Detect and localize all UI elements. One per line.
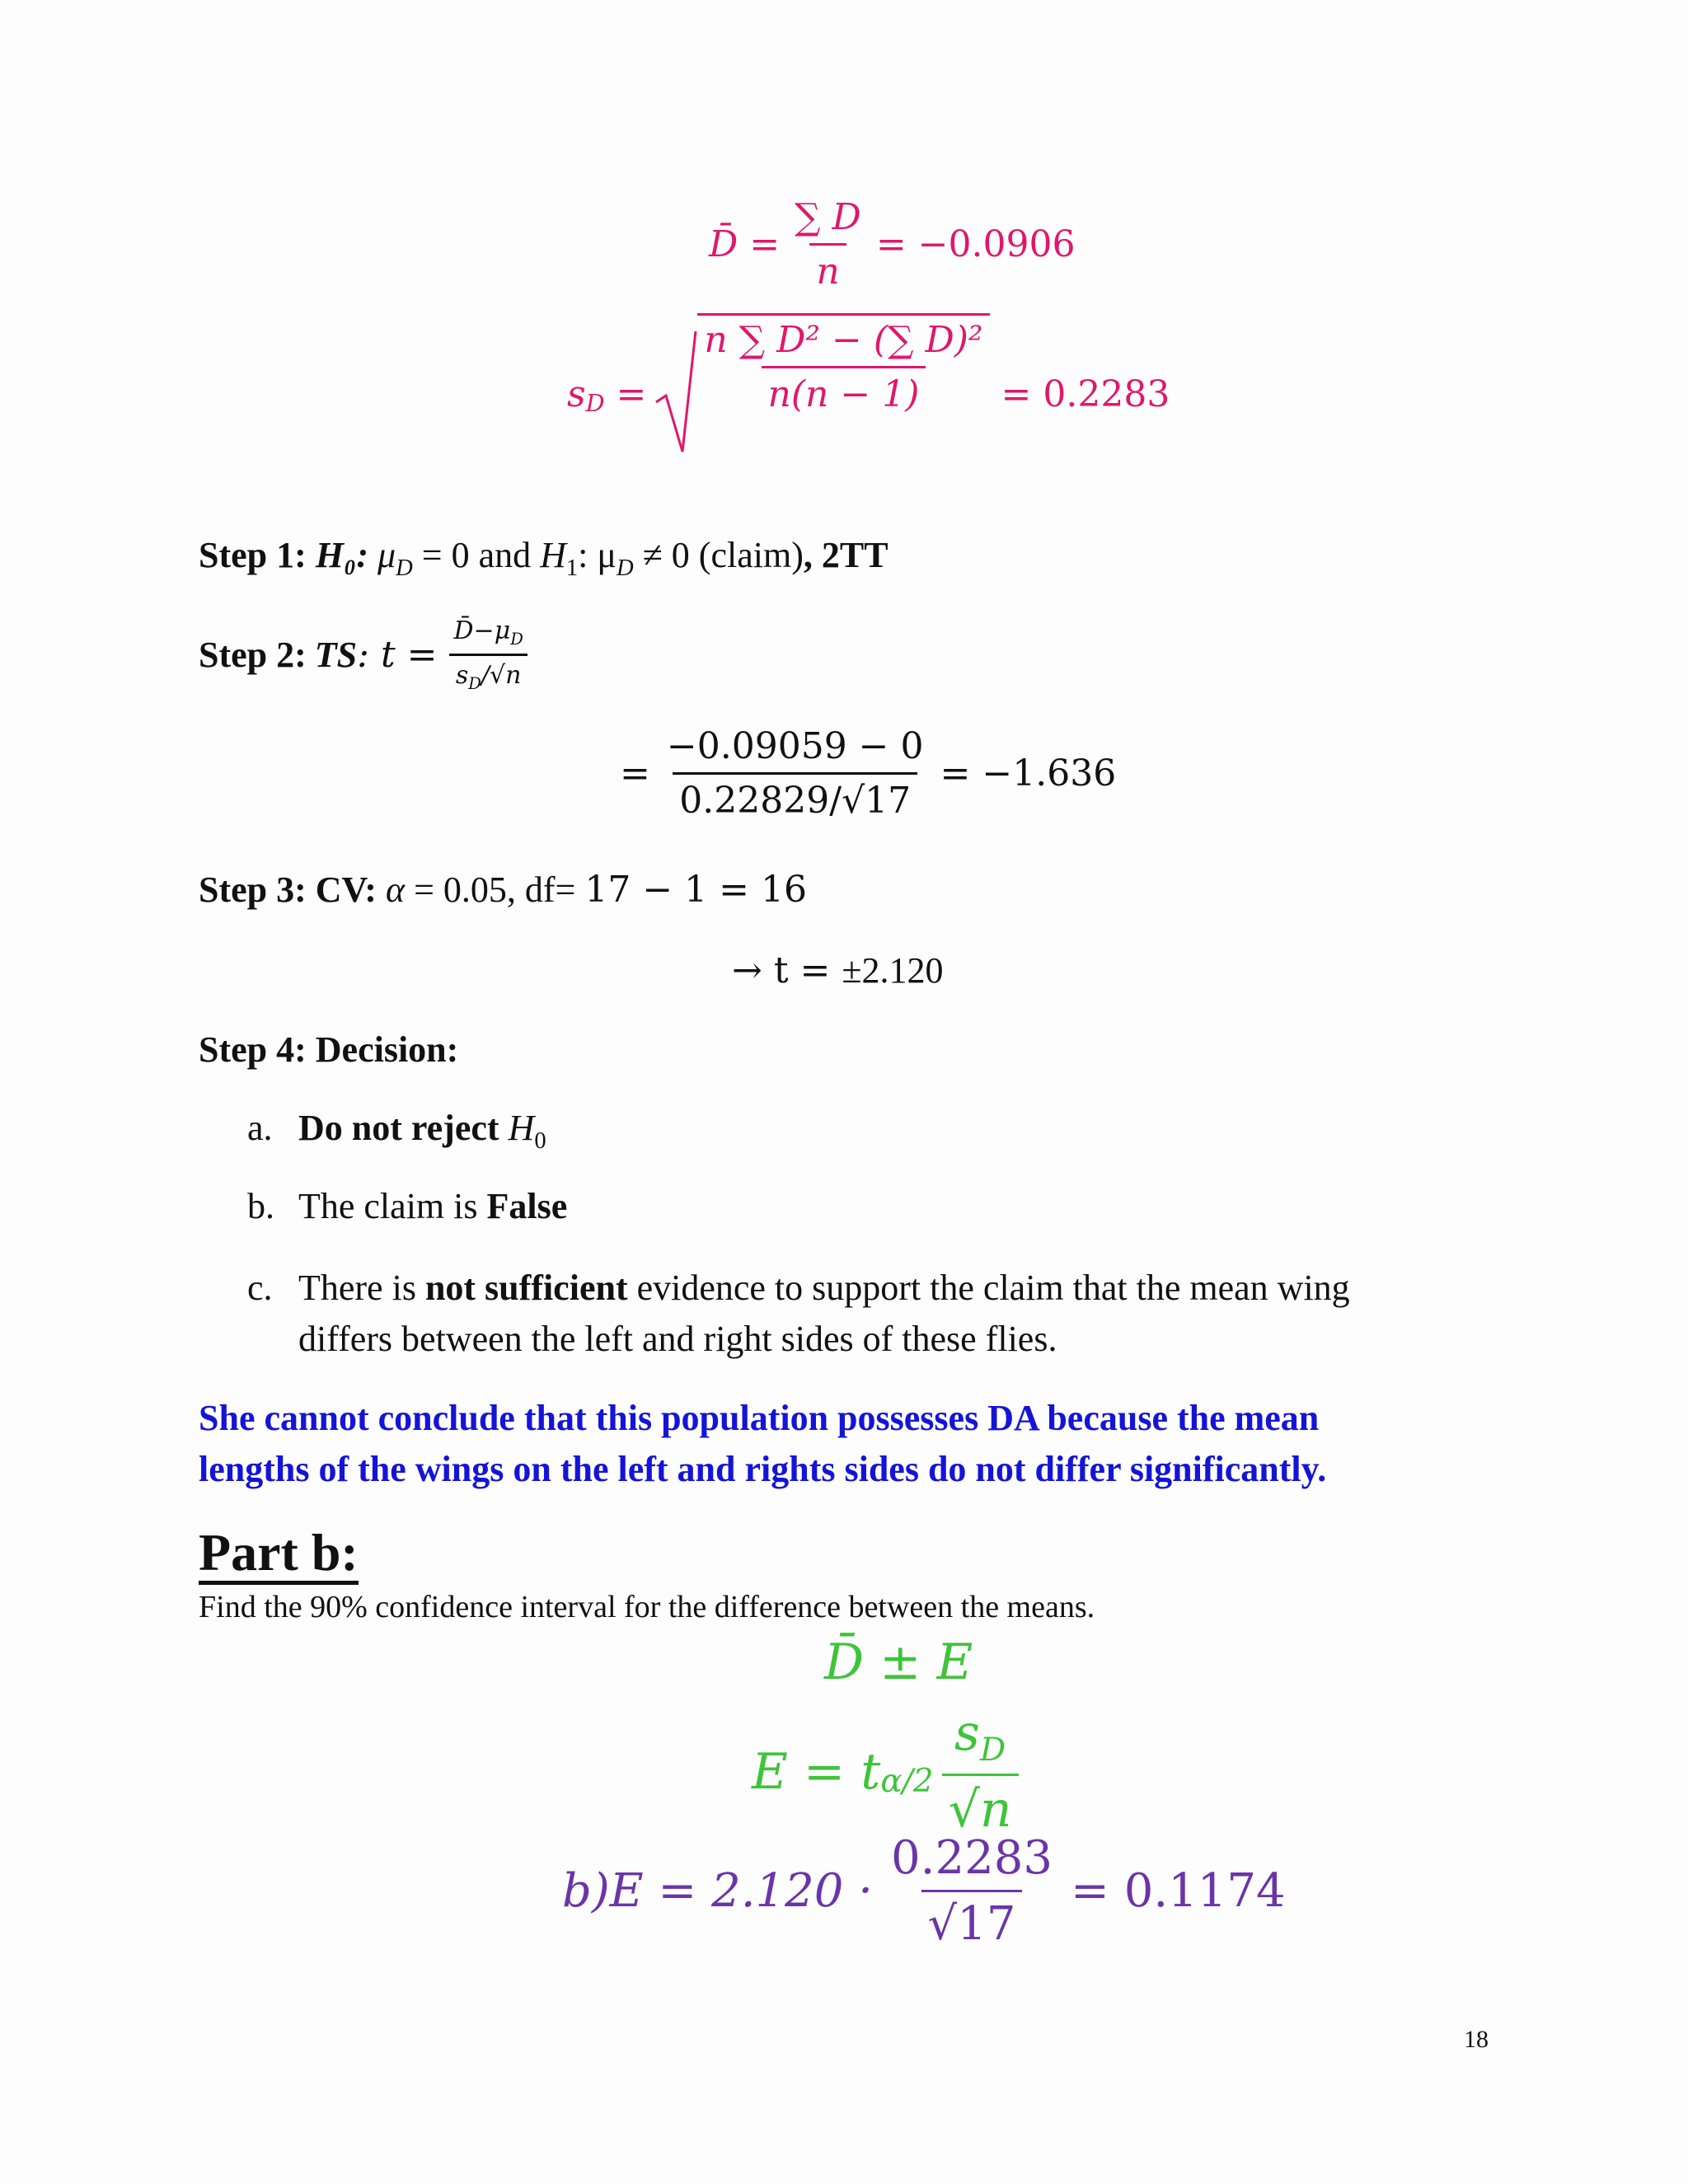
conclusion-line-1: She cannot conclude that this population possesses DA because the mean: [199, 1398, 1320, 1438]
conclusion: [199, 1393, 1326, 1495]
step-3-label: Step 3: CV:: [199, 869, 377, 910]
page-number: 18: [1464, 2026, 1489, 2053]
part-b-prompt: Find the 90% confidence interval for the difference between the means.: [199, 1590, 1095, 1624]
decision-b: b. The claim is False: [247, 1186, 568, 1226]
sd-lhs-s: s: [567, 373, 586, 415]
ts-calc-numerator: −0.09059 − 0: [666, 725, 924, 767]
step-4-label: Step 4: Decision:: [199, 1029, 459, 1070]
step-2-label: Step 2:: [199, 635, 307, 675]
sd-denominator: n(n − 1): [762, 366, 926, 415]
null-hypothesis-label: H₀:: [315, 535, 368, 575]
step-1-label: Step 1:: [199, 535, 307, 575]
sd-numerator: n ∑ D² − (∑ D)²: [704, 319, 983, 361]
critical-value: → t = ±2.120: [732, 949, 944, 991]
calc-result: = 0.1174: [1070, 1864, 1286, 1918]
ts-calc-result: = −1.636: [940, 752, 1117, 794]
sd-lhs-sub: D: [585, 389, 605, 417]
test-type: , 2TT: [803, 535, 889, 575]
dbar-formula: [709, 196, 1076, 293]
dbar-lhs: D̄ =: [709, 223, 781, 265]
critical-value-number: ±2.120: [842, 950, 944, 991]
alt-hypothesis-label: H: [540, 535, 566, 575]
sd-formula: [567, 319, 1170, 460]
ts-calc-denominator: 0.22829/√17: [673, 772, 917, 822]
confidence-interval-formula: D̄ ± E: [824, 1633, 973, 1691]
degrees-of-freedom: 17 − 1 = 16: [584, 869, 807, 911]
calc-numerator: 0.2283: [891, 1831, 1053, 1885]
dbar-result: = −0.0906: [875, 223, 1076, 265]
calc-denominator: √17: [921, 1890, 1023, 1951]
ts-denominator: s: [455, 661, 469, 690]
ts-numerator: D̄−μ: [453, 616, 511, 645]
dbar-denominator: n: [809, 243, 846, 293]
step-1: Step 1: H₀: $\mu_D = 0$ and $H_1$: $\mu_D \ne 0$ (claim), 2TT: [199, 535, 889, 581]
sd-result: = 0.2283: [1001, 373, 1170, 415]
decision-a: a. Do not reject $H_0$: [247, 1108, 546, 1154]
part-b-heading: Part b:: [199, 1525, 359, 1585]
conclusion-line-2: lengths of the wings on the left and rights sides do not differ significantly.: [199, 1449, 1327, 1489]
decision-c: c. There is not sufficient evidence to support the claim that the mean wing differs between the left and right sides of these flies.: [247, 1268, 1350, 1359]
dbar-numerator: ∑ D: [795, 196, 861, 238]
step-2: Step 2: TS : t = $\frac{D̄-\mu_D}{s_D/√n}$: [199, 616, 530, 693]
step-3: Step 3: CV: α = 0.05, df= 17 − 1 = 16: [199, 869, 807, 911]
radical-sign-icon: [654, 328, 697, 460]
ts-calculation: = $\frac{-0.09059 - 0}{0.22829/√17}$ = −1.636: [620, 725, 1117, 822]
margin-of-error-formula: E = t $_{\alpha/2}$ $\frac{s_D}{√n}$: [752, 1704, 1019, 1839]
test-statistic-label: TS: [314, 635, 358, 675]
margin-of-error-calculation: b)E = 2.120 · $\frac{0.2283}{√17}$ = 0.1174: [562, 1831, 1286, 1951]
sd-lhs-eq: =: [616, 373, 647, 415]
